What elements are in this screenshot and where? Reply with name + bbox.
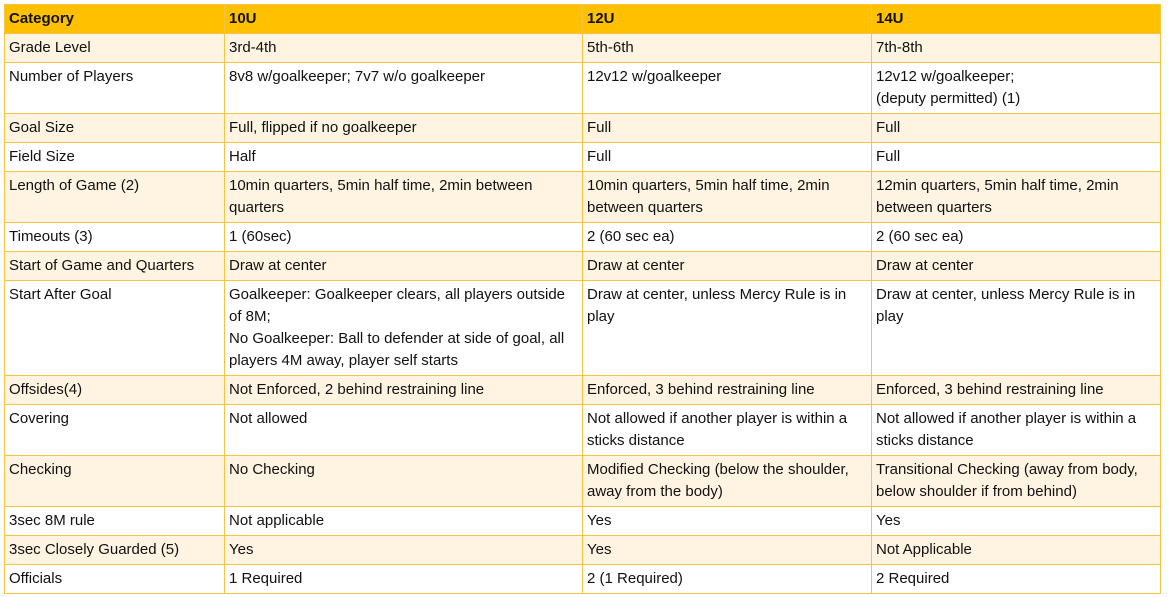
row-category: Checking — [5, 456, 225, 507]
table-row — [5, 252, 1161, 281]
cell-10u: Draw at center — [225, 252, 583, 281]
cell-12u: Yes — [583, 536, 872, 565]
header-row — [5, 5, 1161, 34]
header-14u: 14U — [872, 5, 1161, 34]
cell-10u: Not applicable — [225, 507, 583, 536]
table-row — [5, 114, 1161, 143]
cell-12u: Full — [583, 143, 872, 172]
cell-14u: 12min quarters, 5min half time, 2min between quarters — [872, 172, 1161, 223]
cell-14u: 2 Required — [872, 565, 1161, 594]
cell-12u: 2 (60 sec ea) — [583, 223, 872, 252]
row-category: Timeouts (3) — [5, 223, 225, 252]
cell-10u: 3rd-4th — [225, 34, 583, 63]
cell-12u: 12v12 w/goalkeeper — [583, 63, 872, 114]
cell-14u: Not Applicable — [872, 536, 1161, 565]
rules-table — [4, 4, 1161, 594]
cell-14u: Draw at center, unless Mercy Rule is in play — [872, 281, 1161, 376]
cell-14u: Transitional Checking (away from body, below shoulder if from behind) — [872, 456, 1161, 507]
cell-10u: Yes — [225, 536, 583, 565]
cell-14u: 12v12 w/goalkeeper; (deputy permitted) (1) — [872, 63, 1161, 114]
cell-14u: Draw at center — [872, 252, 1161, 281]
cell-12u: 2 (1 Required) — [583, 565, 872, 594]
cell-12u: 10min quarters, 5min half time, 2min between quarters — [583, 172, 872, 223]
row-category: Start of Game and Quarters — [5, 252, 225, 281]
cell-10u: 8v8 w/goalkeeper; 7v7 w/o goalkeeper — [225, 63, 583, 114]
cell-12u: Yes — [583, 507, 872, 536]
table-row — [5, 565, 1161, 594]
cell-10u: Not Enforced, 2 behind restraining line — [225, 376, 583, 405]
row-category: Goal Size — [5, 114, 225, 143]
row-category: Field Size — [5, 143, 225, 172]
cell-12u: Draw at center — [583, 252, 872, 281]
cell-14u: Yes — [872, 507, 1161, 536]
row-category: Number of Players — [5, 63, 225, 114]
table-row — [5, 143, 1161, 172]
header-10u: 10U — [225, 5, 583, 34]
row-category: 3sec 8M rule — [5, 507, 225, 536]
header-12u: 12U — [583, 5, 872, 34]
table-row — [5, 456, 1161, 507]
cell-10u: 1 Required — [225, 565, 583, 594]
cell-14u: Full — [872, 143, 1161, 172]
row-category: 3sec Closely Guarded (5) — [5, 536, 225, 565]
cell-12u: Draw at center, unless Mercy Rule is in play — [583, 281, 872, 376]
table-header — [5, 5, 1161, 34]
cell-14u: 7th-8th — [872, 34, 1161, 63]
table-row — [5, 405, 1161, 456]
header-category: Category — [5, 5, 225, 34]
row-category: Offsides(4) — [5, 376, 225, 405]
table-row — [5, 34, 1161, 63]
table-body — [5, 34, 1161, 594]
table-row — [5, 376, 1161, 405]
row-category: Start After Goal — [5, 281, 225, 376]
table-row — [5, 281, 1161, 376]
cell-10u: 1 (60sec) — [225, 223, 583, 252]
cell-10u: 10min quarters, 5min half time, 2min between quarters — [225, 172, 583, 223]
cell-10u: Full, flipped if no goalkeeper — [225, 114, 583, 143]
table-row — [5, 536, 1161, 565]
cell-10u: No Checking — [225, 456, 583, 507]
cell-14u: Enforced, 3 behind restraining line — [872, 376, 1161, 405]
cell-12u: Full — [583, 114, 872, 143]
cell-12u: Enforced, 3 behind restraining line — [583, 376, 872, 405]
table-row — [5, 63, 1161, 114]
row-category: Officials — [5, 565, 225, 594]
row-category: Length of Game (2) — [5, 172, 225, 223]
row-category: Covering — [5, 405, 225, 456]
table-row — [5, 172, 1161, 223]
cell-10u: Half — [225, 143, 583, 172]
cell-12u: Modified Checking (below the shoulder, away from the body) — [583, 456, 872, 507]
cell-14u: Full — [872, 114, 1161, 143]
row-category: Grade Level — [5, 34, 225, 63]
cell-12u: 5th-6th — [583, 34, 872, 63]
cell-10u: Goalkeeper: Goalkeeper clears, all players outside of 8M; No Goalkeeper: Ball to defender at side of goal, all players 4M away, player self starts — [225, 281, 583, 376]
cell-14u: 2 (60 sec ea) — [872, 223, 1161, 252]
table-row — [5, 223, 1161, 252]
cell-14u: Not allowed if another player is within a sticks distance — [872, 405, 1161, 456]
cell-10u: Not allowed — [225, 405, 583, 456]
cell-12u: Not allowed if another player is within a sticks distance — [583, 405, 872, 456]
table-row — [5, 507, 1161, 536]
